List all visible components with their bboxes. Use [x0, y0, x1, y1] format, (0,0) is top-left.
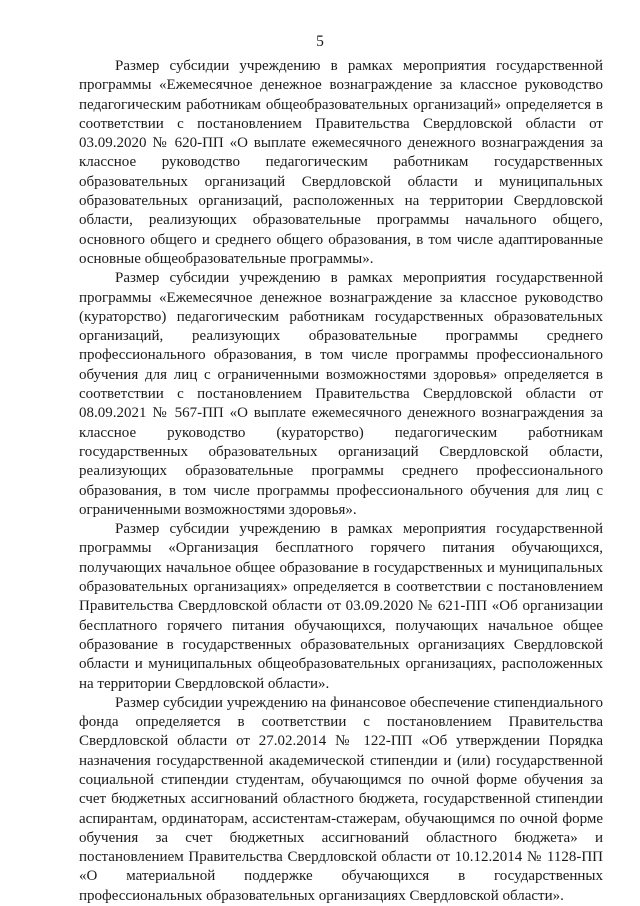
document-body	[79, 57, 603, 906]
paragraph-scholarship-fund-subsidy: Размер субсидии учреждению на финансовое обеспечение стипендиального фонда определяется в соответствии с постановлением Правительства Свердловской области от 27.02.2014 № 122-ПП «Об утверждении Порядка назначения государственной академической стипендии и (или) государственной социальной стипендии студентам, обучающимся по очной форме обучения за счет бюджетных ассигнований областного бюджета, государственной стипендии аспирантам, ординаторам, ассистентам-стажерам, обучающимся по очной форме обучения за счет бюджетных ассигнований областного бюджета» и постановлением Правительства Свердловской области от 10.12.2014 № 1128-ПП «О материальной поддержке обучающихся в государственных профессиональных образовательных организациях Свердловской области».	[79, 694, 603, 904]
paragraph-curatorship-subsidy: Размер субсидии учреждению в рамках мероприятия государственной программы «Ежемесячное денежное вознаграждение за классное руководство (кураторство) педагогическим работникам государственных образовательных организаций, реализующих образовательные программы среднего профессионального образования, в том числе программы профессионального обучения для лиц с ограниченными возможностями здоровья» определяется в соответствии с постановлением Правительства Свердловской области от 08.09.2021 № 567-ПП «О выплате ежемесячного денежного вознаграждения за классное руководство (кураторство) педагогическим работникам государственных образовательных организаций Свердловской области, реализующих образовательные программы среднего профессионального образования, в том числе программы профессионального обучения для лиц с ограниченными возможностями здоровья».	[79, 270, 603, 518]
paragraph-class-guidance-subsidy: Размер субсидии учреждению в рамках мероприятия государственной программы «Ежемесячное денежное вознаграждение за классное руководство педагогическим работникам общеобразовательных организаций» определяется в соответствии с постановлением Правительства Свердловской области от 03.09.2020 № 620-ПП «О выплате ежемесячного денежного вознаграждения за классное руководство педагогическим работникам государственных образовательных организаций Свердловской области и муниципальных образовательных организаций, расположенных на территории Свердловской области, реализующих образовательные программы начального общего, основного общего и среднего общего образования, в том числе адаптированные основные общеобразовательные программы».	[79, 58, 603, 267]
page-number: 5	[316, 33, 324, 50]
paragraph-hot-meals-subsidy: Размер субсидии учреждению в рамках мероприятия государственной программы «Организация бесплатного горячего питания обучающихся, получающих начальное общее образование в государственных и муниципальных образовательных организациях» определяется в соответствии с постановлением Правительства Свердловской области от 03.09.2020 № 621-ПП «Об организации бесплатного горячего питания обучающихся, получающих начальное общее образование в государственных образовательных организациях Свердловской области и муниципальных общеобразовательных организациях, расположенных на территории Свердловской области».	[79, 521, 603, 692]
